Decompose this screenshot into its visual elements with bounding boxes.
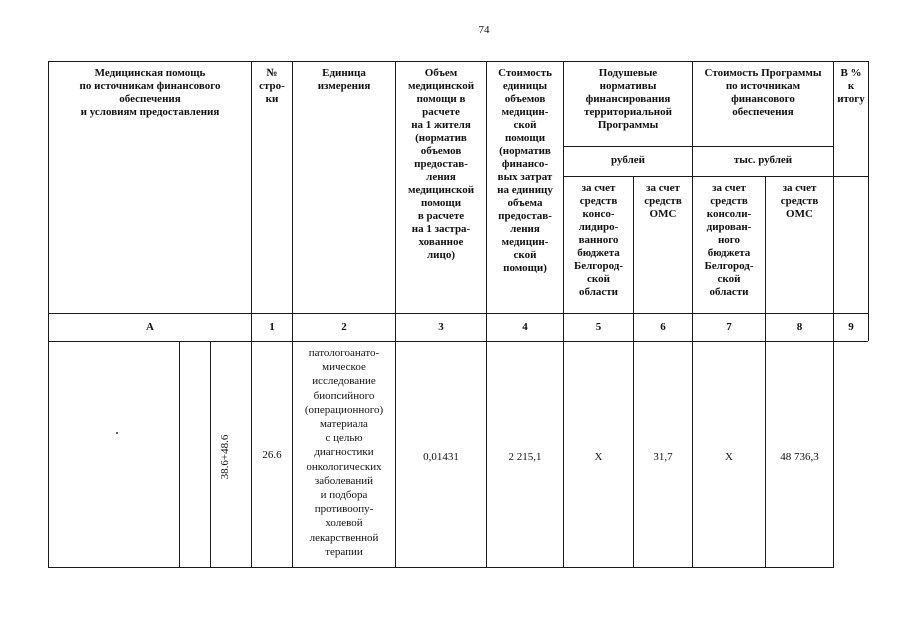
number-col-8: 8: [796, 321, 803, 333]
subcol-divider-a1: [179, 341, 180, 567]
number-col-5: 5: [595, 321, 602, 333]
header-col-1: № стро- ки: [259, 67, 285, 105]
header-col-8: за счет средств ОМС: [780, 182, 819, 220]
number-col-7: 7: [726, 321, 732, 333]
col-divider-6: [633, 176, 634, 567]
number-col-a: А: [146, 321, 154, 333]
table-left-border: [48, 61, 49, 567]
header-col-9: В % к итогу: [837, 67, 865, 105]
header-unit-rubles: рублей: [611, 154, 645, 166]
number-col-4: 4: [522, 321, 528, 333]
header-unit-thousand-rubles: тыс. рублей: [733, 154, 793, 166]
header-col-3: Объем медицинской помощи в расчете на 1 жителя (норматив объемов предостав- ления медицинской помощи в расчете на 1 застра- хованное лицо): [407, 67, 475, 261]
table-top-border: [48, 61, 868, 62]
numbering-bottom-line: [48, 341, 868, 342]
group-subheader-line: [563, 146, 833, 147]
number-col-2: 2: [341, 321, 347, 333]
row-line-number: 26.6: [262, 449, 282, 461]
col-divider-5: [563, 61, 564, 567]
row-unit-cost: 2 215,1: [508, 451, 542, 463]
row-budget-per-capita: X: [594, 451, 603, 463]
number-col-1: 1: [269, 321, 275, 333]
number-col-6: 6: [660, 321, 666, 333]
number-col-9: 9: [848, 321, 854, 333]
col-divider-9: [833, 61, 834, 567]
subcol-divider-a2: [210, 341, 211, 567]
unit-row-line: [563, 176, 868, 177]
header-col-7: за счет средств консоли- дирован- ного бюджета Белгород- ской области: [704, 182, 754, 298]
row-budget-total: X: [725, 451, 733, 463]
rotated-note: 38.6+48.6: [219, 434, 231, 480]
row-unit-description: патологоанато- мическое исследование биопсийного (операционного) материала с целью диагностики онкологических заболеваний и подбора противоопу- холевой лекарственной терапии: [304, 347, 384, 558]
header-group-program-cost: Стоимость Программы по источникам финансового обеспечения: [704, 67, 822, 118]
row-volume: 0,01431: [423, 451, 459, 463]
col-divider-7: [692, 61, 693, 567]
header-group-per-capita: Подушевые нормативы финансирования территориальной Программы: [584, 67, 672, 131]
table-bottom-border: [48, 567, 834, 568]
col-divider-1: [251, 61, 252, 567]
scan-speck: [116, 432, 118, 434]
header-col-6: за счет средств ОМС: [644, 182, 682, 220]
row-oms-total: 48 736,3: [780, 451, 819, 463]
header-bottom-line: [48, 313, 868, 314]
header-col-2: Единица измерения: [317, 67, 371, 92]
row-oms-per-capita: 31,7: [653, 451, 673, 463]
col-divider-8: [765, 176, 766, 567]
number-col-3: 3: [438, 321, 444, 333]
page-number: 74: [478, 24, 490, 36]
header-col-a: Медицинская помощь по источникам финансового обеспечения и условиям предоставления: [79, 67, 221, 118]
table-right-border: [868, 61, 869, 341]
header-col-5: за счет средств консо- лидиро- ванного бюджета Белгород- ской области: [573, 182, 624, 298]
header-col-4: Стоимость единицы объемов медицин- ской помощи (норматив финансо- вых затрат на единицу объема предостав- ления медицин- ской помощи): [497, 67, 553, 274]
